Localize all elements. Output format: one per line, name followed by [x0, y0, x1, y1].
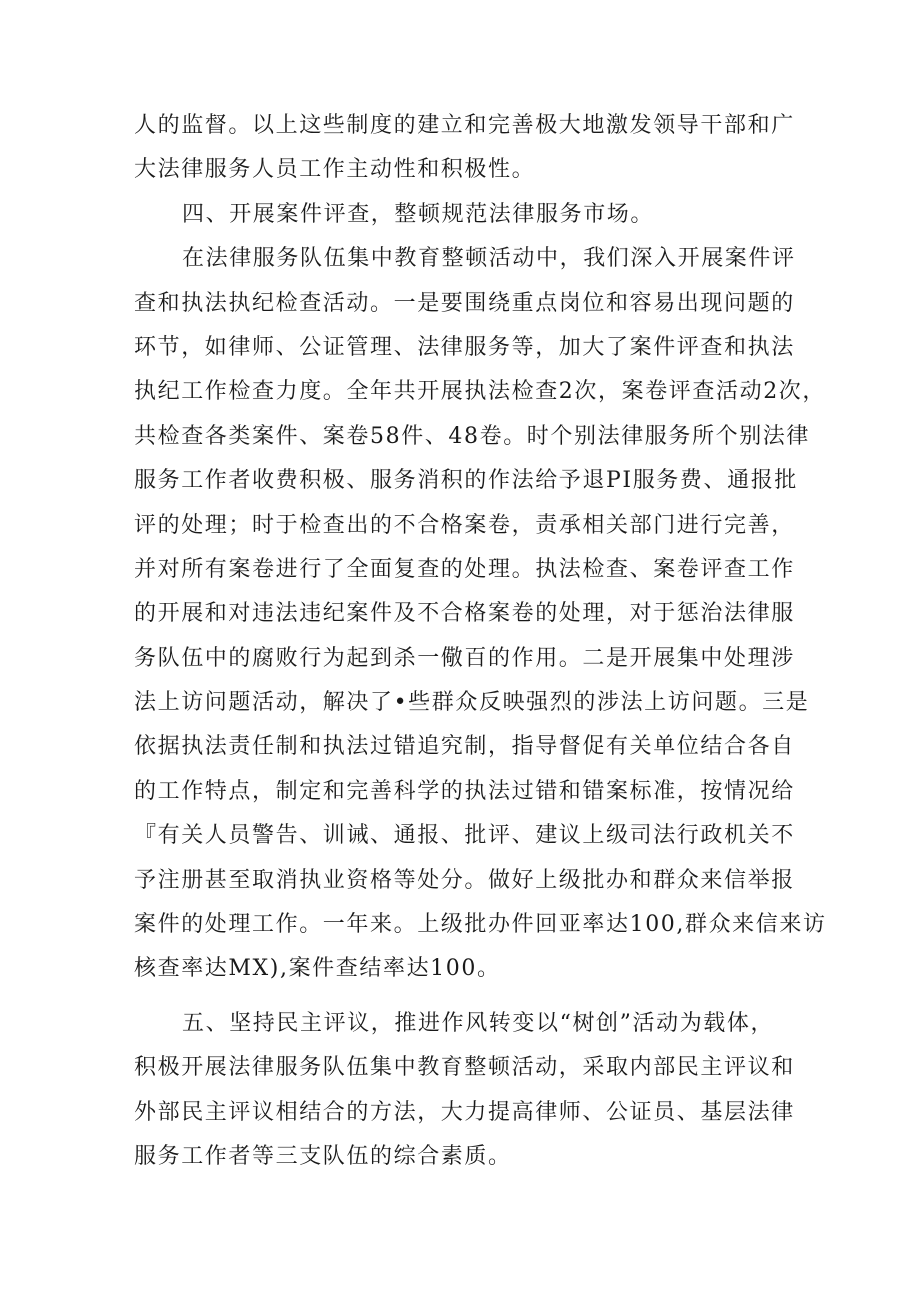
paragraph-1-line-1: 人的监督。以上这些制度的建立和完善极大地激发领导干部和广 — [134, 113, 795, 138]
paragraph-2-line-8: 并对所有案卷进行了全面复查的处理。执法检查、案卷评查工作 — [134, 556, 795, 582]
paragraph-3-line-1: 五、坚持民主评议，推进作风转变以“树创”活动为载体， — [182, 1010, 775, 1036]
paragraph-2-line-16: 案件的处理工作。一年来。上级批办件回亚率达100,群众来信来访 — [134, 912, 827, 938]
paragraph-2-line-10: 务队伍中的腐败行为起到杀一儆百的作用。二是开展集中处理涉 — [134, 645, 795, 671]
paragraph-2-line-11: 法上访问题活动，解决了•些群众反映强烈的涉法上访问题。三是 — [134, 690, 810, 716]
paragraph-2-line-7: 评的处理；时于检查出的不合格案卷，责承相关部门进行完善， — [134, 512, 795, 538]
paragraph-3-line-4: 服务工作者等三支队伍的综合素质。 — [134, 1143, 512, 1169]
document-body — [134, 104, 827, 1179]
paragraph-2-line-14: 『有关人员警告、训诫、通报、批评、建议上级司法行政机关不 — [134, 823, 795, 849]
paragraph-3-line-3: 外部民主评议相结合的方法，大力提高律师、公证员、基层法律 — [134, 1099, 795, 1125]
paragraph-2-line-9: 的开展和对违法违纪案件及不合格案卷的处理，对于惩治法律服 — [134, 601, 795, 627]
paragraph-2-line-5: 共检查各类案件、案卷58件、48卷。时个别法律服务所个别法律 — [134, 423, 810, 449]
paragraph-2-line-13: 的工作特点，制定和完善科学的执法过错和错案标准，按情况给 — [134, 778, 795, 804]
paragraph-1-line-2: 大法律服务人员工作主动性和积极性。 — [134, 157, 536, 183]
paragraph-2-line-2: 查和执法执纪检查活动。一是要围绕重点岗位和容易出现问题的 — [134, 290, 795, 316]
paragraph-2-line-1: 在法律服务队伍集中教育整顿活动中，我们深入开展案件评 — [182, 246, 796, 272]
paragraph-spacer — [134, 992, 794, 1002]
paragraph-2-line-12: 依据执法责任制和执法过错追究制，指导督促有关单位结合各自 — [134, 734, 795, 760]
paragraph-2-line-17: 核查率达MX),案件查结率达100。 — [134, 956, 501, 982]
paragraph-2-line-6: 服务工作者收费积极、服务消积的作法给予退PI服务费、通报批 — [134, 468, 798, 494]
paragraph-2-line-4: 执纪工作检查力度。全年共开展执法检查2次，案卷评查活动2次， — [134, 379, 826, 405]
paragraph-3-line-2: 积极开展法律服务队伍集中教育整顿活动，采取内部民主评议和 — [134, 1055, 795, 1081]
section-heading-4: 四、开展案件评查，整顿规范法律服务市场。 — [182, 201, 655, 227]
paragraph-2-line-15: 予注册甚至取消执业资格等处分。做好上级批办和群众来信举报 — [134, 867, 795, 893]
paragraph-2-line-3: 环节，如律师、公证管理、法律服务等，加大了案件评查和执法 — [134, 334, 795, 360]
